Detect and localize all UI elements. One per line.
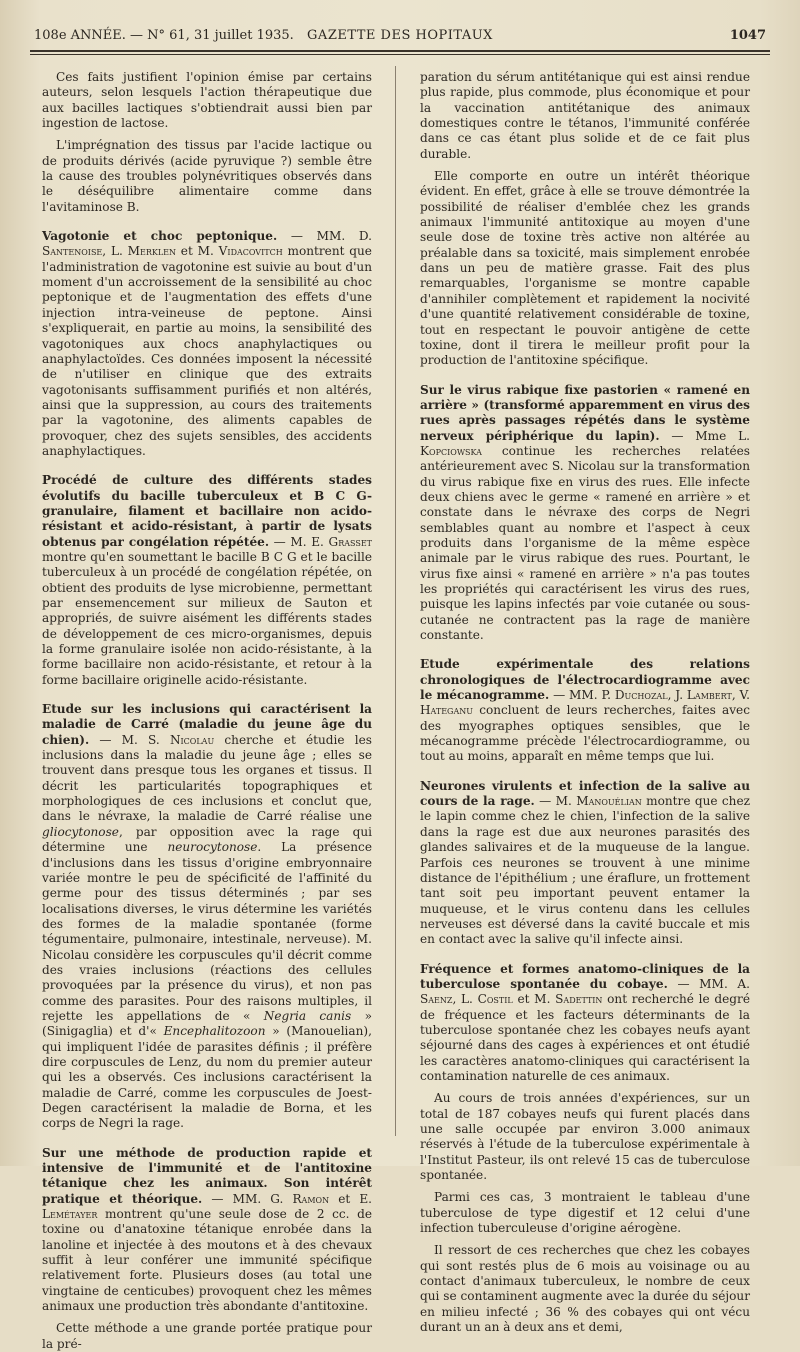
left-column xyxy=(42,70,373,1351)
article-bcg-culture xyxy=(42,473,372,688)
article-title: Fréquence et formes anatomo-cliniques de la tuberculose spontanée du cobaye. xyxy=(420,961,750,991)
article-body: continue les recherches relatées antérieurement avec S. Nicolau sur la transformation du virus rabique fixe en virus des rues. Elle infecte deux chiens avec le germe « ramené en arrière » et constate dans le névraxe des corps de Negri semblables quant au nombre et l'aspect à ceux produits dans l'organisme de la même espèce animale par le virus rabique des rues. Pourtant, le virus fixe ainsi « ramené en arrière » n'a pas toutes les propriétés qui caractérisent les virus des rues, puisque les lapins infectés par voie cutanée ou sous-cutanée ne contractent pas la rage de manière constante. xyxy=(420,443,750,643)
article-tetanus-antitoxin xyxy=(42,1146,372,1352)
paragraph: L'imprégnation des tissus par l'acide lactique ou de produits dérivés (acide pyruvique ?) semble être la cause des troubles polynévritiques observés dans le déséquilibre alimentaire comme dans l'avitaminose B. xyxy=(42,138,372,214)
author-name: Hateganu xyxy=(420,703,473,718)
paragraph: Ces faits justifient l'opinion émise par certains auteurs, selon lesquels l'action thérapeutique due aux bacilles lactiques s'obtiendrait aussi bien par ingestion de lactose. xyxy=(42,70,372,131)
paragraph: Au cours de trois années d'expériences, sur un total de 187 cobayes neufs qui furent placés dans une salle occupée par environ 3.000 animaux réservés à l'étude de la tuberculose expérimentale à l'Institut Pasteur, ils ont relevé 15 cas de tuberculose spontanée. xyxy=(420,1091,750,1183)
page-number: 1047 xyxy=(729,28,766,43)
author-name: J. Lambert xyxy=(675,688,732,703)
italic-term: neurocytonose xyxy=(167,840,258,855)
author-name: Lemétayer xyxy=(42,1207,98,1222)
paragraph: Etude sur les inclusions qui caractérisent la maladie de Carré (maladie du jeune âge du chien). — M. S. Nicolau cherche et étudie les inclusions dans la maladie du jeune âge ; elles se trouvent dans presque tous les organes et tissus. Il décrit les particularités topographiques et morphologiques de ces inclusions et conclut que, dans le névraxe, la maladie de Carré réalise une gliocytonose, par opposition avec la rage qui détermine une neurocytonose. La présence d'inclusions dans les tissus d'origine embryonnaire variée montre le peu de spécificité de l'affinité du germe pour des tissus déterminés ; par ses localisations diverses, le virus détermine les variétés des formes de la maladie spontanée (forme tégumentaire, pulmonaire, intestinale, nerveuse). M. Nicolau considère les corpuscules qu'il décrit comme des vraies inclusions (réactions des cellules provoquées par la présence du virus), et non pas comme des parasites. Pour des raisons multiples, il rejette les appellations de « Negria canis » (Sinigaglia) et d'« Encephalitozoon » (Manouelian), qui impliquent l'idée de parasites définis ; il préfère dire corpuscules de Lenz, du nom du premier auteur qui les a observés. Ces inclusions caractérisent la maladie de Carré, comme les corpuscules de Joest-Degen caractérisent la maladie de Borna, et les corps de Negri la rage. xyxy=(42,702,373,1131)
article-body: montre qu'en soumettant le bacille B C G et le bacille tuberculeux à un procédé de congélation répétée, on obtient des produits de lyse microbienne, permettant par ensemencement sur milieux de Sauton et appropriés, de suivre aisément les différents stades de développement de ces micro-organismes, depuis la forme granulaire isolée non acido-résistante, à la forme bacillaire non acido-résistante, et retour à la forme bacillaire originelle acido-résistante. xyxy=(42,549,372,687)
article-body: montre que chez le lapin comme chez le chien, l'infection de la salive dans la rage est due aux neurones parasités des glandes salivaires et de la muqueuse de la langue. Parfois ces neurones se trouvent à une minime distance de l'épithélium ; une éraflure, un frottement tant soit peu important peuvent entamer la muqueuse, et le virus contenu dans les cellules nerveuses est déversé dans la cavité buccale et mis en contact avec la salive qu'il infecte ainsi. xyxy=(420,794,750,947)
paragraph: Sur une méthode de production rapide et intensive de l'immunité et de l'antitoxine tétanique chez les animaux. Son intérêt pratique et théorique. — MM. G. Ramon et E. Lemétayer montrent qu'une seule dose de 2 cc. de toxine ou d'anatoxine tétanique enrobée dans la lanoline et injectée à des moutons et à des chevaux suffit à leur conférer une immunité spécifique relativement forte. Plusieurs doses (au total une vingtaine de centicubes) provoquent chez les mêmes animaux une production très abondante d'antitoxine. xyxy=(42,1145,372,1314)
article-body: ont recherché le degré de fréquence et les facteurs déterminants de la tuberculose spontanée chez les cobayes neufs ayant séjourné dans des cages à expériences et ont étudié les caractères anatomo-cliniques qui caractérisent la contamination naturelle de ces animaux. xyxy=(420,992,750,1083)
author-name: L. Merklen xyxy=(110,244,176,259)
paragraph: Elle comporte en outre un intérêt théorique évident. En effet, grâce à elle se trouve démontrée la possibilité de réaliser d'emblée chez les grands animaux l'immunité antitoxique au moyen d'une seule dose de toxine très active non altérée au préalable dans sa toxicité, mais simplement enrobée dans un peu de matière grasse. Fait des plus remarquables, l'organisme se montre capable d'annihiler complètement et rapidement la nocivité d'une quantité relativement considérable de toxine, tout en respectant le pouvoir antigène de cette toxine, dont il tirera le meilleur profit pour la production de l'antitoxine spécifique. xyxy=(420,169,750,368)
italic-term: gliocytonose xyxy=(42,824,119,839)
author-name: Nicolau xyxy=(169,732,215,747)
article-rabies-fixed-virus xyxy=(420,383,750,644)
italic-term: Encephalitozoon xyxy=(163,1024,266,1039)
author-name: Vidacovitch xyxy=(218,244,283,259)
author-name: Sadettin xyxy=(555,992,603,1007)
article-body: montrent que l'administration de vagotonine est suivie au bout d'un moment d'un accroissement de la sensibilité au choc peptonique et de l'augmentation des effets d'une injection intra-veineuse de peptone. Ainsi s'expliquerait, en partie au moins, la sensibilité des vagotoniques aux chocs anaphylactiques ou anaphylactoïdes. Ces données imposent la nécessité de n'utiliser en clinique que des extraits vagotonisants suffisamment purifiés et non altérés, ainsi que la suppression, au cours des traitements par la vagotonine, des aliments capables de provoquer, chez des sujets sensibles, des accidents anaphylactiques. xyxy=(42,244,372,458)
article-vagotonie xyxy=(42,229,372,459)
paragraph: Procédé de culture des différents stades évolutifs du bacille tuberculeux et B C G-granulaire, filament et bacillaire non acido-résistant et acido-résistant, à partir de lysats obtenus par congélation répétée. — M. E. Grasset montre qu'en soumettant le bacille B C G et le bacille tuberculeux à un procédé de congélation répétée, on obtient des produits de lyse microbienne, permettant par ensemencement sur milieux de Sauton et appropriés, de suivre aisément les différents stades de développement de ces micro-organismes, depuis la forme granulaire isolée non acido-résistante, à la forme bacillaire non acido-résistante, et retour à la forme bacillaire originelle acido-résistante. xyxy=(42,473,372,687)
paragraph: Etude expérimentale des relations chronologiques de l'électrocardiogramme avec le mécanogramme. — MM. P. Duchozal, J. Lambert, V. Hateganu concluent de leurs recherches, faites avec des myographes optiques sensibles, que le mécanogramme précède l'électrocardiogramme, ou tout au moins, apparaît en même temps que lui. xyxy=(420,657,750,764)
paragraph: Vagotonie et choc peptonique. — MM. D. Santenoise, L. Merklen et M. Vidacovitch montrent que l'administration de vagotonine est suivie au bout d'un moment d'un accroissement de la sensibilité au choc peptonique et de l'augmentation des effets d'une injection intra-veineuse de peptone. Ainsi s'expliquerait, en partie au moins, la sensibilité des vagotoniques aux chocs anaphylactiques ou anaphylactoïdes. Ces données imposent la nécessité de n'utiliser en clinique que des extraits vagotonisants suffisamment purifiés et non altérés, ainsi que la suppression, au cours des traitements par la vagotonine, des aliments capables de provoquer, chez des sujets sensibles, des accidents anaphylactiques. xyxy=(42,229,372,458)
author-name: Ramon xyxy=(292,1191,330,1206)
author-name: Kopciowska xyxy=(420,443,482,458)
running-header xyxy=(30,26,770,46)
article-rabies-saliva xyxy=(420,779,750,948)
author-name: L. Costil xyxy=(461,992,513,1007)
article-title: Sur une méthode de production rapide et intensive de l'immunité et de l'antitoxine tétanique chez les animaux. Son intérêt pratique et théorique. xyxy=(42,1145,372,1206)
journal-title: GAZETTE DES HOPITAUX xyxy=(307,28,493,43)
paragraph: Neurones virulents et infection de la salive au cours de la rage. — M. Manouélian montre que chez le lapin comme chez le chien, l'infection de la salive dans la rage est due aux neurones parasités des glandes salivaires et de la muqueuse de la langue. Parfois ces neurones se trouvent à une minime distance de l'épithélium ; une éraflure, un frottement tant soit peu important peuvent entamer la muqueuse, et le virus contenu dans les cellules nerveuses est déversé dans la cavité buccale et mis en contact avec la salive qu'il infecte ainsi. xyxy=(420,778,750,947)
right-column xyxy=(420,70,750,1335)
italic-term: Negria canis xyxy=(263,1008,352,1023)
author-name: Duchozal xyxy=(614,688,668,703)
article-title: Etude expérimentale des relations chronologiques de l'électrocardiogramme avec le mécanogramme. xyxy=(420,657,750,703)
header-rule xyxy=(30,50,770,52)
article-title: Etude sur les inclusions qui caractérisent la maladie de Carré (maladie du jeune âge du chien). xyxy=(42,702,372,747)
author-name: Manouélian xyxy=(576,794,642,809)
paragraph: Il ressort de ces recherches que chez les cobayes qui sont restés plus de 6 mois au voisinage ou au contact d'animaux tuberculeux, le nombre de ceux qui se contaminent augmente avec la durée du séjour en milieu infecté ; 36 % des cobayes qui ont vécu durant un an à deux ans et demi, xyxy=(420,1243,750,1335)
article-carre-inclusions xyxy=(42,702,372,1132)
author-name: Grasset xyxy=(328,534,372,549)
column-divider xyxy=(395,66,396,1136)
issue-info: 108e ANNÉE. — N° 61, 31 juillet 1935. xyxy=(34,28,294,43)
paragraph: paration du sérum antitétanique qui est ainsi rendue plus rapide, plus commode, plus économique et pour la vaccination antitétanique des animaux domestiques contre le tétanos, l'immunité conférée dans ce cas étant plus solide et de ce fait plus durable. xyxy=(420,70,750,161)
header-rule-thin xyxy=(30,54,770,55)
article-guinea-pig-tuberculosis xyxy=(420,962,750,1336)
article-body: concluent de leurs recherches, faites avec des myographes optiques sensibles, que le mécanogramme précède l'électrocardiogramme, ou tout au moins, apparaît en même temps que lui. xyxy=(420,703,750,764)
article-body: montrent qu'une seule dose de 2 cc. de toxine ou d'anatoxine tétanique enrobée dans la lanoline et injectée à des moutons et à des chevaux suffit à leur conférer une immunité spécifique relativement forte. Plusieurs doses (au total une vingtaine de centicubes) provoquent chez les mêmes animaux une production très abondante d'antitoxine. xyxy=(42,1207,372,1314)
article-title: Neurones virulents et infection de la salive au cours de la rage. xyxy=(420,778,750,809)
author-name: Santenoise xyxy=(42,244,103,259)
paragraph: Sur le virus rabique fixe pastorien « ramené en arrière » (transformé apparemment en virus des rues après passages répétés dans le système nerveux périphérique du lapin). — Mme L. Kopciowska continue les recherches relatées antérieurement avec S. Nicolau sur la transformation du virus rabique fixe en virus des rues. Elle infecte deux chiens avec le germe « ramené en arrière » et constate dans le névraxe des corps de Negri semblables quant au nombre et l'aspect à ceux produits dans l'organisme de la même espèce animale par le virus rabique des rues. Pourtant, le virus fixe ainsi « ramené en arrière » n'a pas toutes les propriétés qui caractérisent les virus des rues, puisque les lapins infectés par voie cutanée ou sous-cutanée ne contractent pas la rage de manière constante. xyxy=(420,382,750,643)
author-name: Saenz xyxy=(420,992,453,1007)
paragraph: Parmi ces cas, 3 montraient le tableau d'une tuberculose de type digestif et 12 celui d'une infection tuberculeuse d'origine aérogène. xyxy=(420,1190,750,1236)
paragraph: Cette méthode a une grande portée pratique pour la pré- xyxy=(42,1321,372,1351)
article-title: Procédé de culture des différents stades évolutifs du bacille tuberculeux et B C G-granulaire, filament et bacillaire non acido-résistant et acido-résistant, à partir de lysats obtenus par congélation répétée. xyxy=(42,473,372,549)
article-electrocardiogram xyxy=(420,657,750,764)
article-title: Sur le virus rabique fixe pastorien « ramené en arrière » (transformé apparemment en virus des rues après passages répétés dans le système nerveux périphérique du lapin). xyxy=(420,382,750,443)
article-title: Vagotonie et choc peptonique. xyxy=(42,229,278,244)
paragraph: Fréquence et formes anatomo-cliniques de la tuberculose spontanée du cobaye. — MM. A. Saenz, L. Costil et M. Sadettin ont recherché le degré de fréquence et les facteurs déterminants de la tuberculose spontanée chez les cobayes neufs ayant séjourné dans des cages à expériences et ont étudié les caractères anatomo-cliniques qui caractérisent la contamination naturelle de ces animaux. xyxy=(420,961,750,1083)
